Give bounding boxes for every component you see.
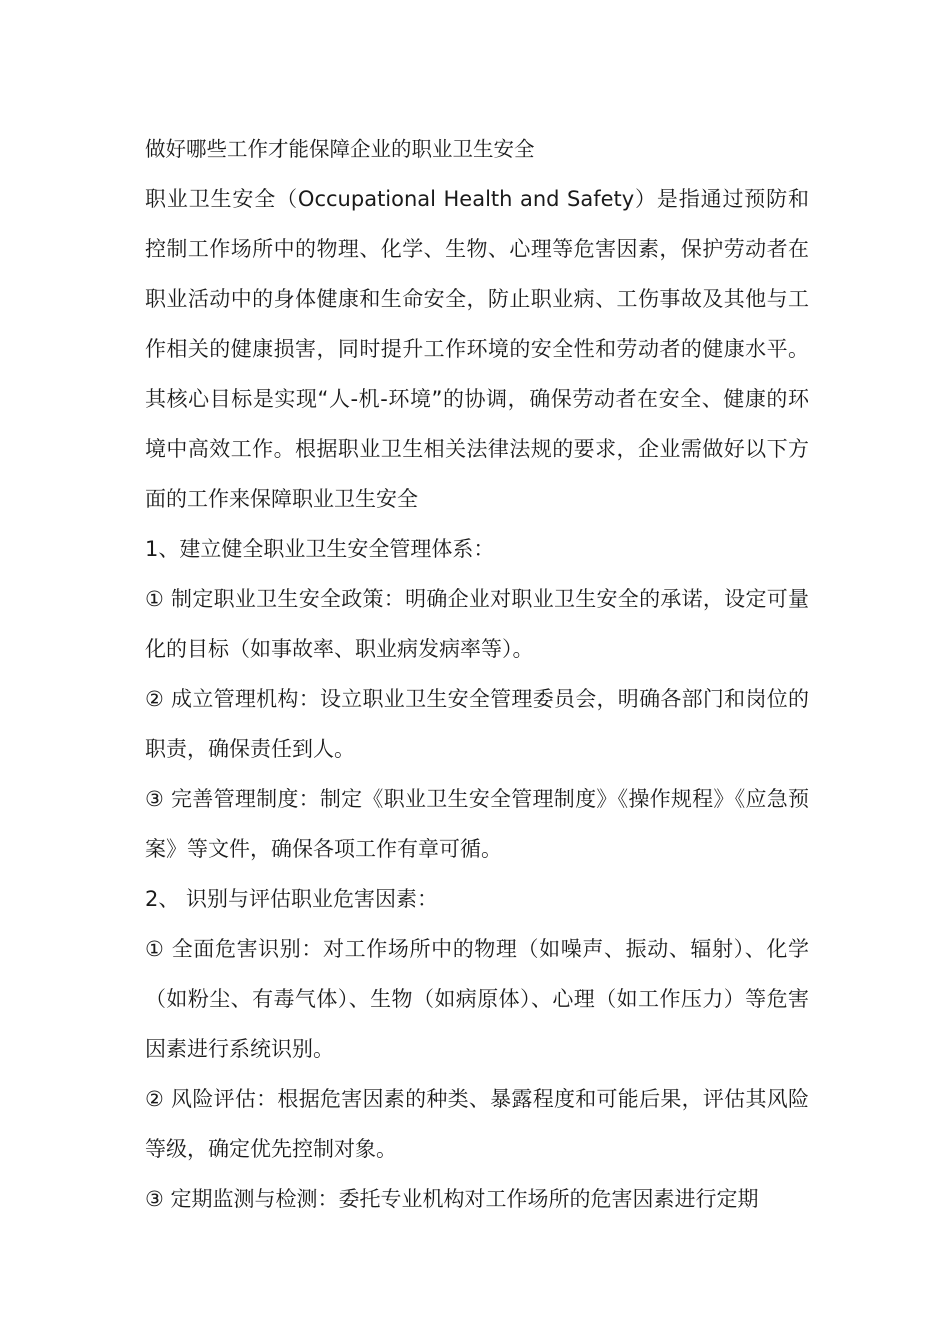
list-item-2-2: ② 风险评估：根据危害因素的种类、暴露程度和可能后果，评估其风险等级，确定优先控制对象。: [145, 1087, 809, 1161]
list-item-1-1: ① 制定职业卫生安全政策：明确企业对职业卫生安全的承诺，设定可量化的目标（如事故率、职业病发病率等）。: [145, 587, 809, 661]
list-item-1-3: ③ 完善管理制度：制定《职业卫生安全管理制度》《操作规程》《应急预案》等文件，确保各项工作有章可循。: [145, 787, 809, 861]
intro-paragraph: 职业卫生安全（Occupational Health and Safety）是指通过预防和控制工作场所中的物理、化学、生物、心理等危害因素，保护劳动者在职业活动中的身体健康和生命安全，防止职业病、工伤事故及其他与工作相关的健康损害，同时提升工作环境的安全性和劳动者的健康水平。其核心目标是实现“人-机-环境”的协调，确保劳动者在安全、健康的环境中高效工作。根据职业卫生相关法律法规的要求，企业需做好以下方面的工作来保障职业卫生安全: [145, 187, 809, 511]
section-heading-2: 2、 识别与评估职业危害因素：: [145, 887, 439, 911]
list-item-2-1: ① 全面危害识别：对工作场所中的物理（如噪声、振动、辐射）、化学（如粉尘、有毒气体）、生物（如病原体）、心理（如工作压力）等危害因素进行系统识别。: [145, 937, 809, 1061]
document-title: 做好哪些工作才能保障企业的职业卫生安全: [145, 137, 535, 161]
document-body: [145, 124, 809, 1224]
list-item-1-2: ② 成立管理机构：设立职业卫生安全管理委员会，明确各部门和岗位的职责，确保责任到人。: [145, 687, 809, 761]
section-heading-1: 1、建立健全职业卫生安全管理体系：: [145, 537, 495, 561]
list-item-2-3: ③ 定期监测与检测：委托专业机构对工作场所的危害因素进行定期: [145, 1187, 759, 1211]
